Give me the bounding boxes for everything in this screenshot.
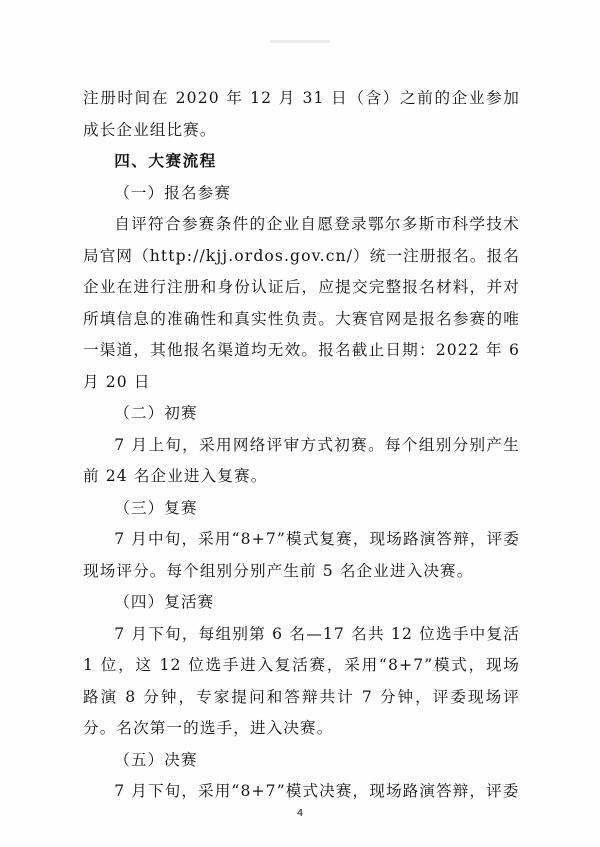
document-body	[83, 83, 520, 808]
continuation-paragraph: 注册时间在 2020 年 12 月 31 日（含）之前的企业参加成长企业组比赛。	[83, 89, 520, 139]
registration-paragraph: 自评符合参赛条件的企业自愿登录鄂尔多斯市科学技术局官网（http://kjj.ordos.gov.cn/）统一注册报名。报名企业在进行注册和身份认证后，应提交完整报名材料，并对所填信息的准确性和真实性负责。大赛官网是报名参赛的唯一渠道，其他报名渠道均无效。报名截止日期：2022 年 6 月 20 日	[83, 215, 520, 391]
subsection-heading-semifinal: （三）复赛	[114, 498, 198, 517]
subsection-heading-preliminary: （二）初赛	[114, 404, 198, 422]
semifinal-paragraph: 7 月中旬，采用“8+7”模式复赛，现场路演答辩，评委现场评分。每个组别分别产生前 5 名企业进入决赛。	[83, 530, 520, 580]
subsection-heading-registration: （一）报名参赛	[114, 183, 232, 202]
subsection-heading-final: （五）决赛	[114, 750, 198, 769]
section-heading-process: 四、大赛流程	[114, 152, 217, 170]
scan-artifact	[270, 40, 330, 43]
page-number: 4	[296, 808, 304, 819]
repechage-paragraph: 7 月下旬，每组别第 6 名—17 名共 12 位选手中复活 1 位，这 12 位选手进入复活赛，采用“8+7”模式，现场路演 8 分钟，专家提问和答辩共计 7 分钟，评委现场评分。名次第一的选手，进入决赛。	[83, 624, 520, 737]
final-paragraph: 7 月下旬，采用“8+7”模式决赛，现场路演答辩，评委	[114, 782, 520, 800]
subsection-heading-repechage: （四）复活赛	[114, 593, 215, 611]
preliminary-paragraph: 7 月上旬，采用网络评审方式初赛。每个组别分别产生前 24 名企业进入复赛。	[83, 435, 520, 485]
